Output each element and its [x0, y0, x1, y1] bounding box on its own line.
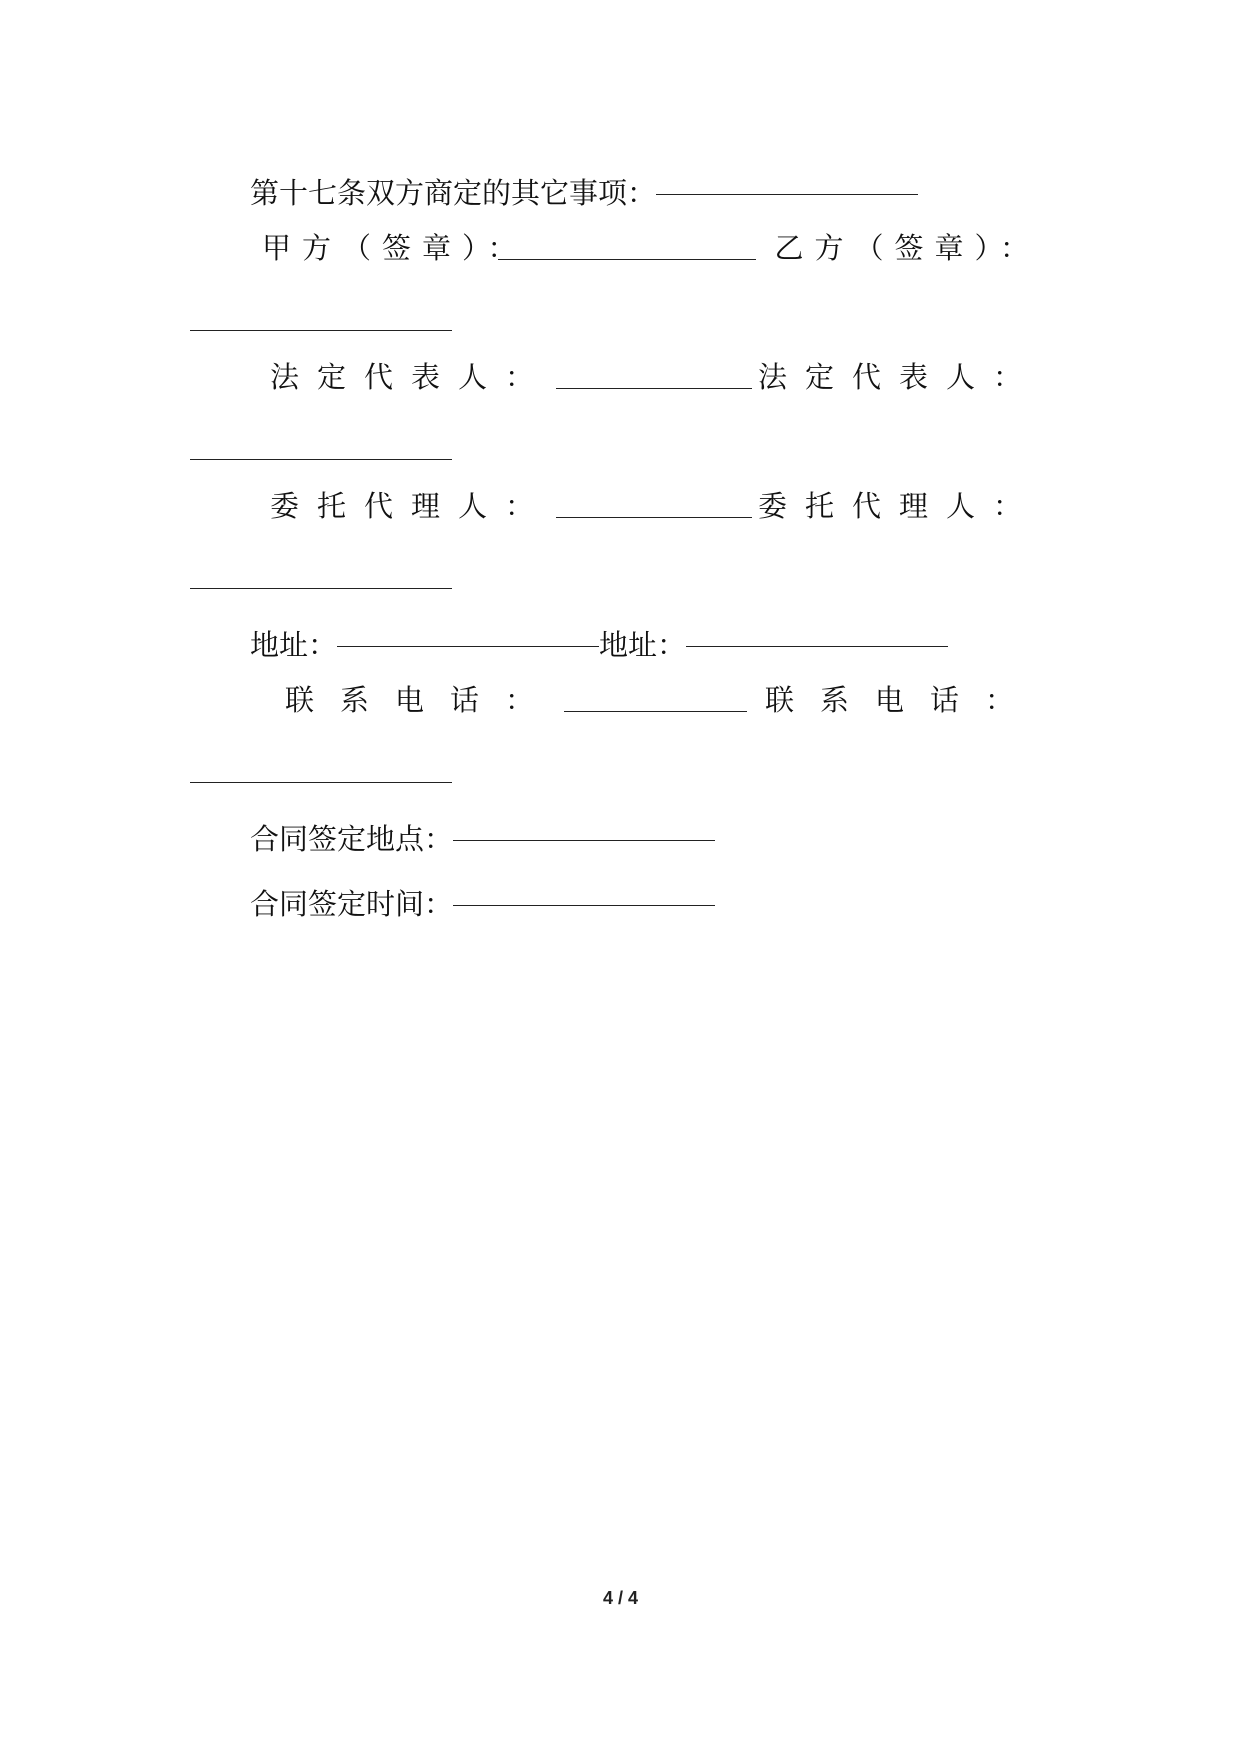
sign-time-label: 合同签定时间： — [250, 887, 454, 921]
party-a-seal-label — [262, 228, 528, 268]
sign-place-label: 合同签定地点： — [250, 822, 454, 856]
article-17-blank — [656, 155, 918, 195]
party-a-seal-text: 甲方（签章）： — [262, 231, 528, 265]
legal-rep-b-label: 法定代表人： — [757, 360, 1040, 394]
sign-time-row — [250, 874, 715, 924]
address-a-label: 地址： — [250, 628, 338, 662]
agent-b-blank — [190, 549, 452, 589]
phone-row — [285, 680, 1040, 720]
sign-time-blank — [453, 866, 715, 906]
phone-a-blank — [564, 672, 747, 712]
address-b-blank — [686, 607, 948, 647]
party-a-seal-blank — [498, 220, 756, 260]
party-b-seal-label: 乙方（签章）： — [774, 231, 1040, 265]
sign-place-row — [250, 809, 715, 859]
agent-b-label: 委托代理人： — [757, 489, 1040, 523]
legal-rep-row — [270, 357, 1040, 397]
agent-a-label: 委托代理人： — [270, 489, 553, 523]
phone-a-label: 联系电话： — [285, 683, 561, 717]
party-b-seal-blank — [190, 291, 452, 331]
article-17-label: 第十七条双方商定的其它事项： — [250, 176, 657, 210]
article-17-line — [250, 163, 918, 213]
sign-place-blank — [453, 801, 715, 841]
legal-rep-a-label: 法定代表人： — [270, 360, 553, 394]
legal-rep-b-blank — [190, 420, 452, 460]
page-number: 4 / 4 — [602, 1588, 639, 1608]
legal-rep-a-blank — [556, 349, 752, 389]
phone-b-label: 联系电话： — [764, 683, 1040, 717]
seal-row — [262, 228, 1040, 268]
address-a-blank — [337, 607, 599, 647]
phone-b-blank — [190, 743, 452, 783]
address-b-label: 地址： — [599, 628, 687, 662]
agent-a-blank — [556, 478, 752, 518]
agent-row — [270, 486, 1040, 526]
address-row — [250, 615, 948, 665]
